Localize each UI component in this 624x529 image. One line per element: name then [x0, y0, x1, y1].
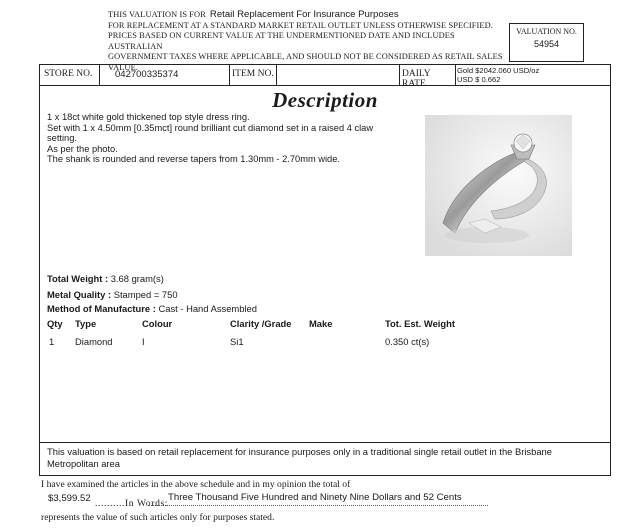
daily-rate-label: DAILY RATE [402, 69, 431, 89]
table-header-weight: Tot. Est. Weight [385, 318, 455, 329]
description-frame [39, 84, 611, 476]
description-line: The shank is rounded and reverse tapers from 1.30mm - 2.70mm wide. [47, 154, 340, 165]
description-line: Set with 1 x 4.50mm [0.35mct] round brilliant cut diamond set in a raised 4 claw [47, 122, 374, 133]
table-cell-qty: 1 [49, 336, 55, 347]
item-label-cell [230, 65, 277, 85]
valuation-purpose: Retail Replacement For Insurance Purposes [209, 9, 399, 20]
ring-photo [425, 115, 572, 256]
usd-rate: USD $ 0.662 [457, 75, 501, 84]
description-title: Description [272, 88, 378, 112]
metal-quality-value: Stamped = 750 [113, 289, 178, 300]
table-cell-type: Diamond [75, 336, 113, 347]
method-of-manufacture [47, 303, 257, 314]
table-cell-colour: I [142, 336, 145, 347]
in-words-label-row: ..........In Words: [95, 498, 169, 509]
valuation-number: 54954 [533, 39, 560, 49]
metal-quality-label: Metal Quality : [47, 289, 112, 300]
total-amount: $3,599.52 [48, 493, 91, 504]
metal-quality [47, 289, 178, 300]
disclaimer-intro: THIS VALUATION IS FOR [108, 10, 206, 19]
store-number-cell [100, 65, 230, 85]
store-info-row [39, 64, 611, 89]
valuation-basis-text: This valuation is based on retail replacement for insurance purposes only in a traditional single retail outlet in the Brisbane Metropolitan area [47, 446, 552, 469]
ring-image [425, 115, 572, 256]
method-value: Cast - Hand Assembled [158, 303, 257, 314]
valuation-basis-note [40, 442, 610, 473]
table-header-colour: Colour [142, 318, 173, 329]
description-text [47, 112, 437, 165]
item-label: ITEM NO. [232, 69, 274, 79]
table-cell-weight: 0.350 ct(s) [385, 336, 430, 347]
disclaimer-line: GOVERNMENT TAXES WHERE APPLICABLE, AND SHOULD NOT BE CONSIDERED AS RETAIL SALES VALUE. [108, 52, 503, 72]
daily-rate-label-cell [400, 65, 456, 89]
description-line: As per the photo. [47, 143, 118, 154]
method-label: Method of Manufacture : [47, 303, 156, 314]
daily-rate-values [457, 66, 539, 84]
description-line: setting. [47, 133, 77, 144]
table-header-type: Type [75, 318, 97, 329]
store-label: STORE NO. [44, 69, 93, 79]
table-header-qty: Qty [47, 318, 63, 329]
valuation-number-box [509, 23, 584, 62]
represents-statement: represents the value of such articles only for purposes stated. [41, 512, 275, 523]
examination-statement: I have examined the articles in the above schedule and in my opinion the total of [41, 479, 351, 490]
description-line: 1 x 18ct white gold thickened top style dress ring. [47, 112, 250, 122]
disclaimer-line: PRICES BASED ON CURRENT VALUE AT THE UNDERMENTIONED DATE AND INCLUDES AUSTRALIAN [108, 31, 455, 51]
total-weight [47, 273, 164, 284]
store-number: 042700335374 [115, 69, 179, 80]
in-words-label: In Words: [124, 498, 169, 509]
amount-in-words: Three Thousand Five Hundred and Ninety Nine Dollars and 52 Cents [168, 492, 462, 503]
store-label-cell [40, 65, 100, 85]
table-cell-clarity: Si1 [230, 336, 244, 347]
total-weight-label: Total Weight : [47, 273, 109, 284]
table-header-clarity: Clarity /Grade [230, 318, 292, 329]
valuation-number-label: VALUATION NO. [516, 27, 577, 36]
table-header-make: Make [309, 318, 333, 329]
total-weight-value: 3.68 gram(s) [110, 273, 164, 284]
gold-rate: Gold $2042.060 USD/oz [457, 66, 540, 75]
item-number-cell [277, 65, 400, 85]
truncated-signature-line [41, 523, 471, 529]
disclaimer-line: FOR REPLACEMENT AT A STANDARD MARKET RETAIL OUTLET UNLESS OTHERWISE SPECIFIED. [108, 20, 493, 30]
words-dotted-line [148, 505, 488, 506]
